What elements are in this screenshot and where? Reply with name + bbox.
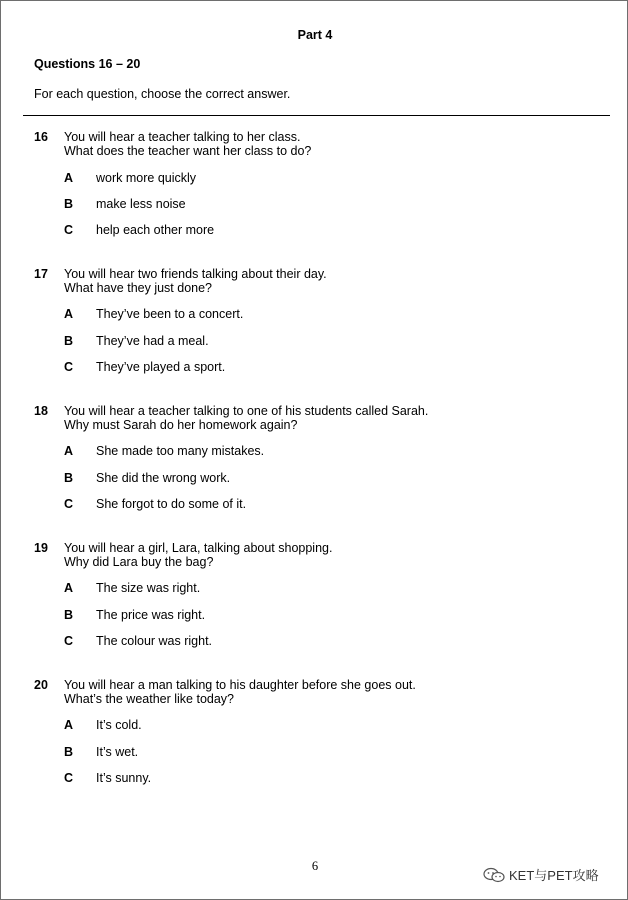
option-text: It’s wet. bbox=[96, 745, 139, 759]
watermark-text: KET与PET攻略 bbox=[509, 868, 599, 883]
question-context: You will hear a teacher talking to her class. bbox=[64, 130, 301, 144]
watermark bbox=[483, 865, 599, 884]
option-text: The colour was right. bbox=[96, 634, 213, 648]
option-text: help each other more bbox=[96, 223, 215, 237]
question-number: 17 bbox=[34, 267, 48, 281]
instruction-text: For each question, choose the correct answer. bbox=[34, 87, 291, 101]
option-text: She did the wrong work. bbox=[96, 471, 231, 485]
option-letter: C bbox=[64, 497, 74, 511]
option-letter: A bbox=[64, 171, 74, 185]
question-prompt bbox=[64, 678, 416, 706]
question-ask: What does the teacher want her class to do? bbox=[64, 144, 312, 158]
option-text: She forgot to do some of it. bbox=[96, 497, 247, 511]
option-letter: A bbox=[64, 718, 74, 732]
option-text: make less noise bbox=[96, 197, 186, 211]
option-letter: C bbox=[64, 634, 74, 648]
part-title: Part 4 bbox=[297, 28, 333, 42]
option-letter: C bbox=[64, 771, 74, 785]
option-letter: C bbox=[64, 360, 74, 374]
question-number: 16 bbox=[34, 130, 48, 144]
option-text: They’ve played a sport. bbox=[96, 360, 226, 374]
question-context: You will hear a girl, Lara, talking about shopping. bbox=[64, 541, 333, 555]
option-text: The size was right. bbox=[96, 581, 201, 595]
question-ask: Why did Lara buy the bag? bbox=[64, 555, 214, 569]
option-letter: B bbox=[64, 197, 74, 211]
question-ask: Why must Sarah do her homework again? bbox=[64, 418, 298, 432]
option-text: The price was right. bbox=[96, 608, 206, 622]
question-context: You will hear a teacher talking to one of his students called Sarah. bbox=[64, 404, 429, 418]
option-text: She made too many mistakes. bbox=[96, 444, 265, 458]
wechat-icon bbox=[483, 867, 505, 883]
question-prompt bbox=[64, 404, 428, 432]
question-ask: What have they just done? bbox=[64, 281, 213, 295]
option-letter: B bbox=[64, 334, 74, 348]
question-number: 18 bbox=[34, 404, 48, 418]
option-text: work more quickly bbox=[96, 171, 197, 185]
question-prompt bbox=[64, 130, 311, 158]
option-text: They’ve been to a concert. bbox=[96, 307, 244, 321]
questions-range-heading: Questions 16 – 20 bbox=[34, 57, 141, 71]
option-letter: B bbox=[64, 471, 74, 485]
option-letter: A bbox=[64, 581, 74, 595]
question-ask: What’s the weather like today? bbox=[64, 692, 235, 706]
question-number: 19 bbox=[34, 541, 48, 555]
option-letter: B bbox=[64, 745, 74, 759]
question-number: 20 bbox=[34, 678, 48, 692]
option-text: It’s cold. bbox=[96, 718, 142, 732]
option-text: They’ve had a meal. bbox=[96, 334, 209, 348]
option-letter: B bbox=[64, 608, 74, 622]
question-context: You will hear a man talking to his daughter before she goes out. bbox=[64, 678, 416, 692]
page-number: 6 bbox=[311, 859, 319, 873]
option-letter: A bbox=[64, 444, 74, 458]
question-prompt bbox=[64, 541, 332, 569]
option-letter: C bbox=[64, 223, 74, 237]
divider-line bbox=[23, 115, 610, 116]
option-text: It’s sunny. bbox=[96, 771, 152, 785]
option-letter: A bbox=[64, 307, 74, 321]
question-context: You will hear two friends talking about their day. bbox=[64, 267, 327, 281]
question-prompt bbox=[64, 267, 327, 295]
